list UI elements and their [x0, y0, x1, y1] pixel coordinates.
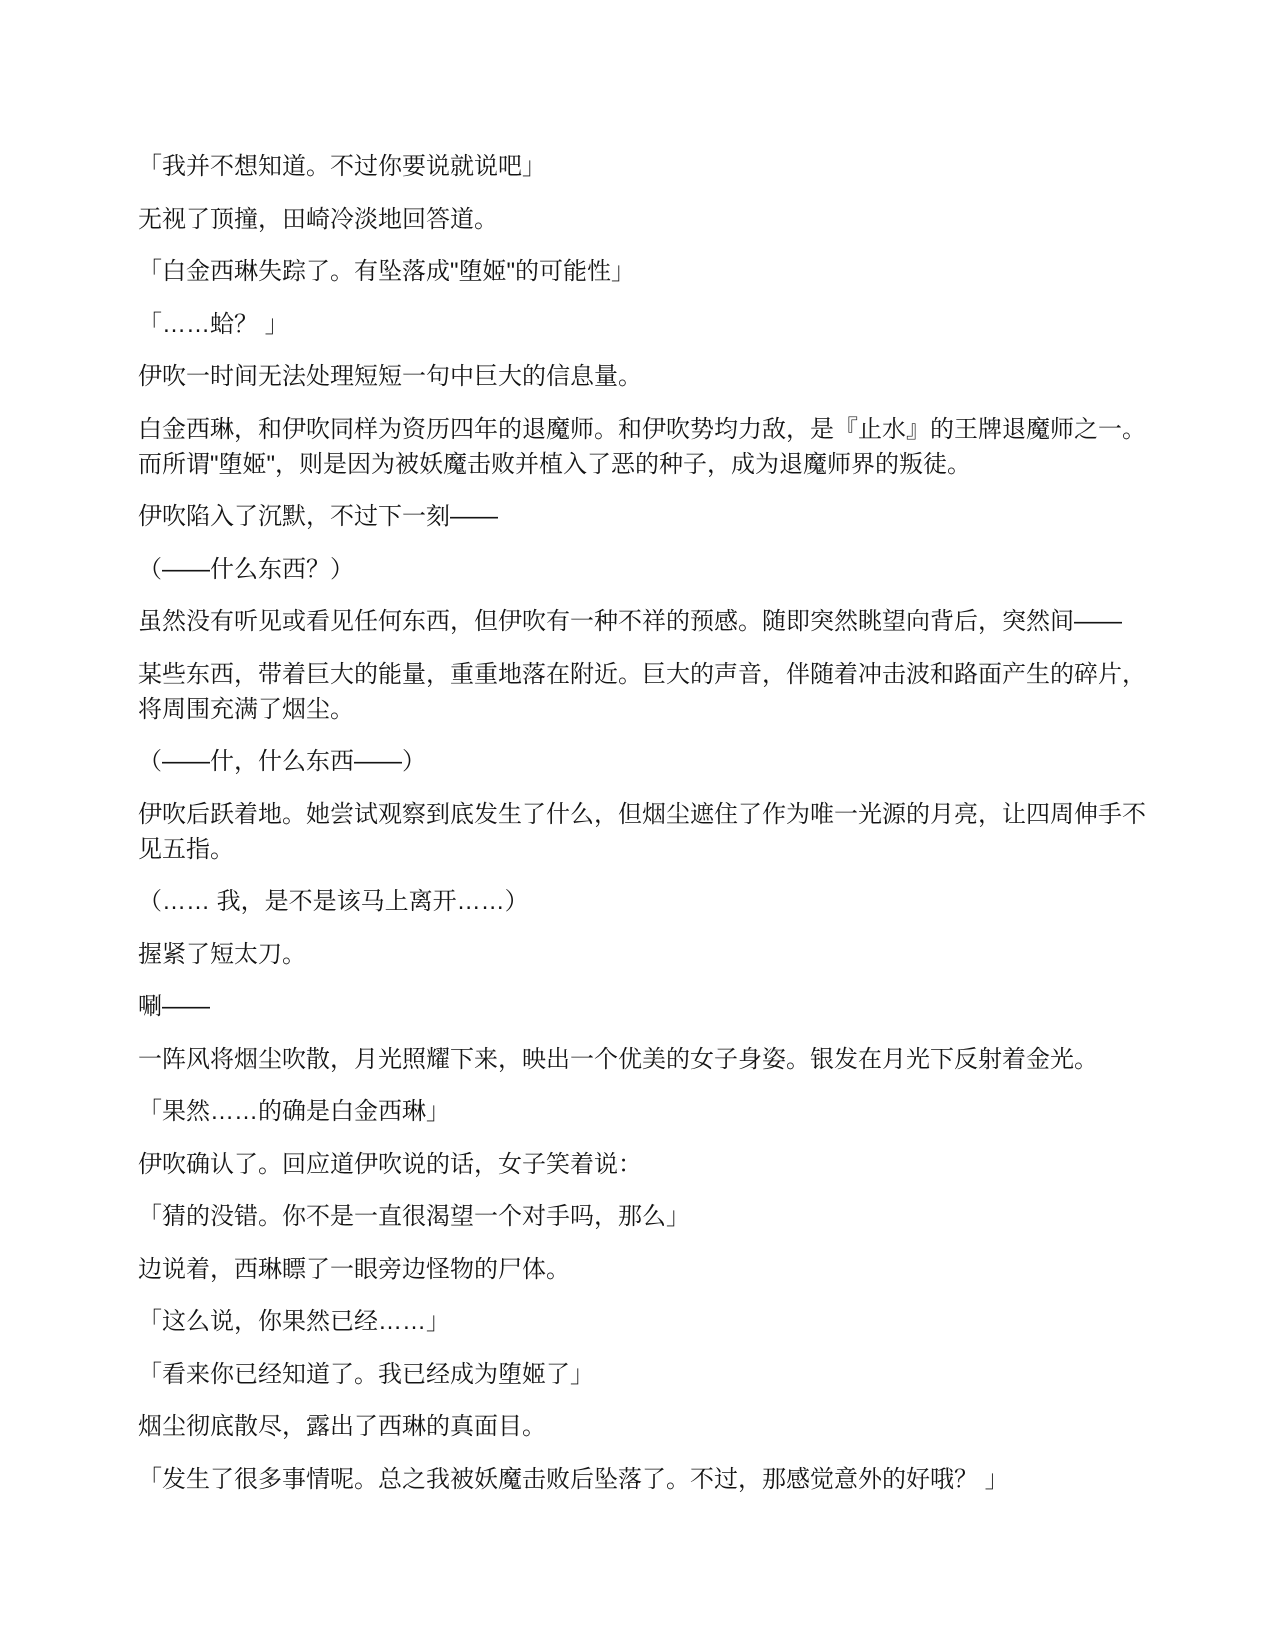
paragraph-7: 伊吹陷入了沉默，不过下一刻—— — [138, 503, 498, 530]
paragraph-18: 伊吹确认了。回应道伊吹说的话，女子笑着说： — [138, 1150, 642, 1178]
paragraph-1: 「我并不想知道。不过你要说就说吧」 — [138, 153, 546, 180]
paragraph-8: （——什么东西？） — [138, 555, 354, 583]
paragraph-9: 虽然没有听见或看见任何东西，但伊吹有一种不祥的预感。随即突然眺望向背后，突然间—— — [138, 608, 1122, 635]
paragraph-19: 「猜的没错。你不是一直很渴望一个对手吗，那么」 — [138, 1203, 690, 1230]
paragraph-4: 「……蛤？ 」 — [138, 310, 289, 338]
paragraph-21: 「这么说，你果然已经……」 — [138, 1308, 450, 1335]
paragraph-3: 「白金西琳失踪了。有坠落成"堕姬"的可能性」 — [138, 258, 636, 285]
paragraph-16: 一阵风将烟尘吹散，月光照耀下来，映出一个优美的女子身姿。银发在月光下反射着金光。 — [138, 1045, 1098, 1073]
paragraph-11: （——什，什么东西——） — [138, 748, 426, 775]
paragraph-14: 握紧了短太刀。 — [138, 940, 306, 968]
paragraph-10: 某些东西，带着巨大的能量，重重地落在附近。巨大的声音，伴随着冲击波和路面产生的碎片，将周围充满了烟尘。 — [138, 660, 1146, 723]
paragraph-12: 伊吹后跃着地。她尝试观察到底发生了什么，但烟尘遮住了作为唯一光源的月亮，让四周伸手不见五指。 — [138, 800, 1146, 863]
paragraph-15: 唰—— — [138, 993, 210, 1020]
document-body — [138, 149, 1148, 1497]
paragraph-22: 「看来你已经知道了。我已经成为堕姬了」 — [138, 1360, 594, 1388]
paragraph-13: （…… 我，是不是该马上离开……） — [138, 888, 529, 915]
paragraph-6: 白金西琳，和伊吹同样为资历四年的退魔师。和伊吹势均力敌，是『止水』的王牌退魔师之一。而所谓"堕姬"，则是因为被妖魔击败并植入了恶的种子，成为退魔师界的叛徒。 — [138, 415, 1146, 478]
paragraph-17: 「果然……的确是白金西琳」 — [138, 1098, 450, 1125]
paragraph-20: 边说着，西琳瞟了一眼旁边怪物的尸体。 — [138, 1255, 570, 1283]
paragraph-24: 「发生了很多事情呢。总之我被妖魔击败后坠落了。不过，那感觉意外的好哦？ 」 — [138, 1465, 1009, 1493]
paragraph-2: 无视了顶撞，田崎冷淡地回答道。 — [138, 205, 498, 233]
paragraph-23: 烟尘彻底散尽，露出了西琳的真面目。 — [138, 1413, 546, 1440]
paragraph-5: 伊吹一时间无法处理短短一句中巨大的信息量。 — [138, 363, 642, 390]
